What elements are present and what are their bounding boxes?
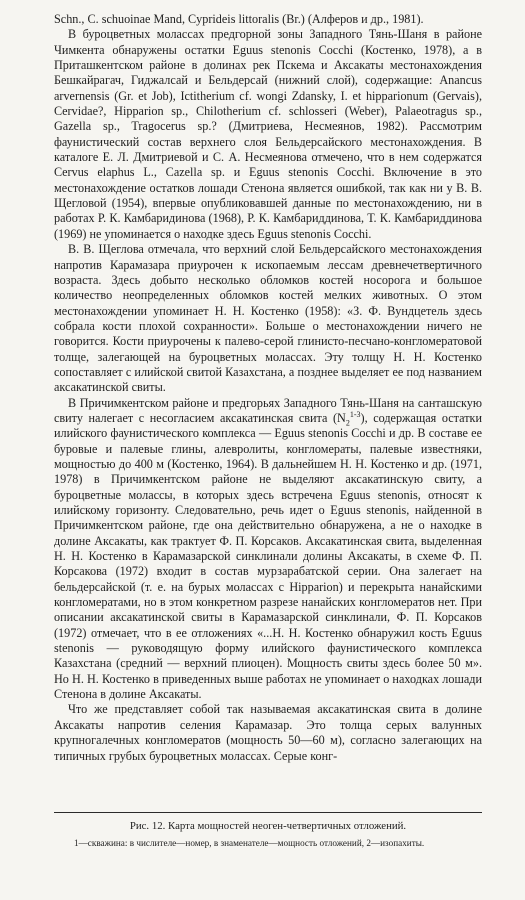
figure-caption-legend: 1—скважина: в числителе—номер, в знаменателе—мощность отложений, 2—изопахиты.	[74, 838, 425, 848]
figure-caption	[54, 820, 482, 849]
formula-superscript: 1-3	[349, 409, 361, 419]
paragraph-prichimkent	[54, 396, 482, 703]
formula-subscript: 2	[345, 418, 350, 428]
page-content	[54, 12, 482, 900]
figure-caption-title: Рис. 12. Карта мощностей неоген-четвертичных отложений.	[129, 820, 407, 832]
paragraph-aksakata: Что же представляет собой так называемая аксакатинская свита в долине Аксакаты напротив селения Карамазар. Это толща серых валунных крупногалечных конгломератов (мощность 50—60 м), согласно залегающих на типичных грубых буроцветных молассах. Серые конг-	[54, 702, 482, 763]
paragraph-prichimkent-lead: В Причимкентском районе и предгорьях Западного Тянь-Шаня на санташскую свиту налегает с несогласием аксакатинская свита (N	[54, 395, 482, 425]
caption-divider	[54, 812, 482, 813]
paragraph-continuation: Schn., C. schuoinae Mand, Cyprideis littoralis (Br.) (Алферов и др., 1981).	[54, 12, 424, 26]
paragraph-burotsvetnye: В буроцветных молассах предгорной зоны Западного Тянь-Шаня в районе Чимкента обнаружены остатки Eguus stenonis Cocchi (Костенко, 1978), а в Приташкентском районе в долинах рек Пскема и Аксакаты местонахождения Бешкайрагач, Гиджалсай и Бельдерсай (нижний слой), содержащие: Anancus arvernensis (Gr. et Job), Ictitherium cf. wongi Zdansky, I. et hipparionum (Gervais), Cervidae?, Hipparion sp., Chilotherium cf. schlosseri (Weber), Palaeotragus sp., Gazella sp., Tragocerus sp.? (Дмитриева, Несмеянов, 1982). Рассмотрим фаунистический состав верхнего слоя Бельдерсайского местонахождения. В каталоге Е. Л. Дмитриевой и С. А. Несмеянова отмечено, что в нем содержатся Cervus elaphus L., Cazella sp. и Eguus stenonis Cocchi. Включение в это местонахождение остатков лошади Стенона является ошибкой, так как ни у В. В. Щегловой (1954), впервые опубликовавшей данные по местонахождению, ни в работах Р. К. Камбаридинова (1968), Р. К. Камбариддинова, Т. К. Камбариддинова (1969) не упоминается о находке здесь Eguus stenonis Cocchi.	[54, 27, 482, 241]
paragraph-prichimkent-rest: ), содержащая остатки илийского фаунистического комплекса — Eguus stenonis Cocchi и др. В составе ее буровые и палевые глины, алевролиты, конгломераты, палевые известняки, мощностью до 400 м (Костенко, 1964). В дальнейшем Н. Н. Костенко и др. (1971, 1978) в Причимкентском районе не выделяют аксакатинскую свиту, а буроцветные молассы, в которых здесь встречена Eguus stenonis, относят к илийскому горизонту. Следовательно, речь идет о Eguus stenonis, найденной в Причимкентском районе, где она действительно обнаружена, а не о находке в долине Аксакаты, как трактует Ф. П. Корсаков. Аксакатинская свита, выделенная Н. Н. Костенко в Карамазарской синклинали долины Аксакаты, в схеме Ф. П. Корсакова (1972) входит в состав мурзарабатской серии. Она залегает на бельдерсайской (т. е. на бурых молассах с Hipparion) и перекрыта нанайскими конгломератами, но в этом конкретном разрезе нанайских конгломератов нет. При описании аксакатинской свиты в Карамазарской синклинали, Ф. П. Корсаков (1972) отмечает, что в ее отложениях «...Н. Н. Костенко обнаружил кость Eguus stenonis — руководящую форму илийского фаунистического комплекса Казахстана (средний — верхний плиоцен). Мощность свиты здесь более 50 м». Но Н. Н. Костенко в приведенных выше работах не упоминает о находках лошади Стенона в долине Аксакаты.	[54, 410, 482, 702]
paragraph-shcheglova: В. В. Щеглова отмечала, что верхний слой Бельдерсайского местонахождения напротив Карамазара приурочен к ископаемым лессам древнечетвертичного возраста. Здесь добыто несколько обломков костей носорога и большое количество неопределенных обломков костей мелких животных. О этом местонахождении упоминает Н. Н. Костенко (1958): «З. Ф. Вундцетель здесь собрала кости плохой сохранности». Больше о местонахождении ничего не говорится. Кости приурочены к палево-серой глинисто-песчано-конгломератовой толще, залегающей на буроцветных молассах. Эту толщу Н. Н. Костенко сопоставляет с илийской свитой Казахстана, а позднее выделяет ее под названием аксакатинской свиты.	[54, 242, 482, 395]
